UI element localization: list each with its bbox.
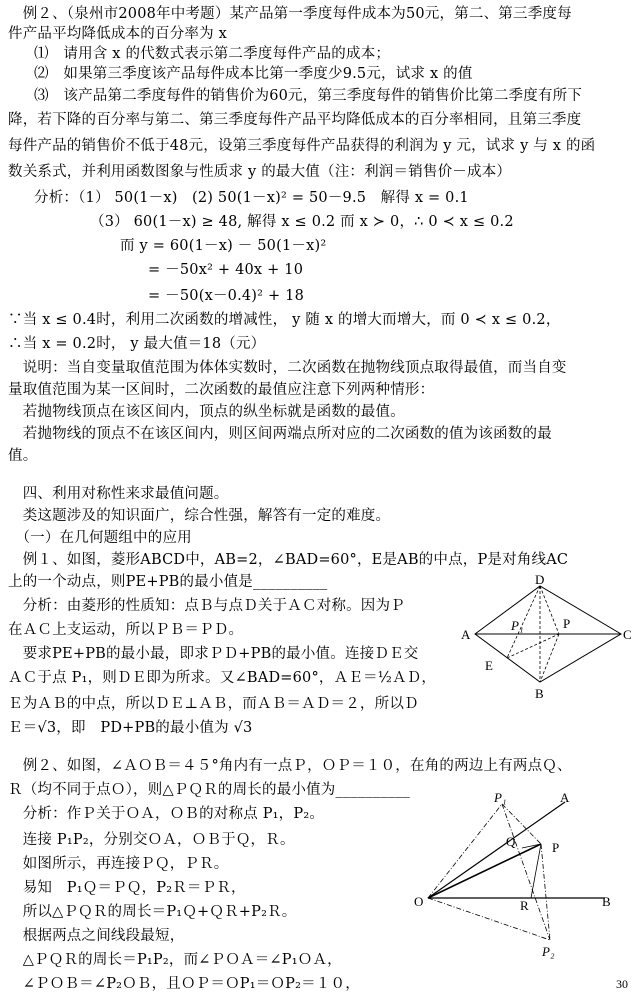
text-line: 类这题涉及的知识面广，综合性强，解答有一定的难度。 [8,508,391,524]
text-line: ∴当 x = 0.2时， y 最大值＝18（元） [8,336,266,352]
label-a2: A [560,790,570,805]
text-line: 分析：由菱形的性质知：点Ｂ与点Ｄ关于ＡＣ对称。因为Ｐ [8,598,405,614]
text-line: ∠ＰＯＢ＝∠P₂ＯＢ，且ＯＰ＝ＯP₁＝ＯP₂＝１０， [8,976,360,992]
label-p: P [563,616,571,631]
text-line: Ｒ（均不同于点Ｏ），则△ＰＱＲ的周长的最小值为__________ [8,782,410,798]
text-line: △ＰＱＲ的周长＝P₁P₂，而∠ＰＯＡ＝∠P₁ＯＡ， [8,952,342,968]
text-line: 量取值范围为某一区间时，二次函数的最值应注意下列两种情形： [8,382,435,398]
text-line: ＡＣ于点 P₁，则ＤＥ即为所求。又∠BAD=60°，ＡＥ＝½ＡＤ， [8,670,437,686]
text-line: 件产品平均降低成本的百分率为 x [8,26,227,42]
text-line: （一）在几何题组中的应用 [8,530,192,546]
label-d: D [535,572,545,587]
text-line: 数关系式，并利用函数图象与性质求 y 的最大值（注：利润＝销售价－成本） [8,164,512,180]
label-p2: P [552,840,560,855]
page-number: 30 [616,977,628,991]
text-line: 若抛物线的顶点不在该区间内，则区间两端点所对应的二次函数的值为该函数的最 [8,426,552,442]
label-p2b: P₂ [542,944,555,959]
text-line: ⑵ 如果第三季度该产品每件成本比第一季度少9.5元，试求 x 的值 [34,66,473,82]
label-q: Q [506,834,516,849]
rhombus-figure [455,572,635,702]
text-line: （3） 60(1－x) ≥ 48, 解得 x ≤ 0.2 而 x ≻ 0，∴ 0 ≺ x ≤ 0.2 [90,214,514,230]
angle-figure [410,790,630,960]
label-a: A [461,627,471,642]
text-line: Ｅ为ＡＢ的中点，所以ＤＥ⊥ＡＢ，而ＡＢ＝ＡＤ＝２，所以Ｄ [8,696,419,712]
text-line: 要求PE+PB的最小最，即求ＰＤ+PB的最小值。连接ＤＥ交 [8,646,419,662]
text-line: ⑶ 该产品第二季度每件的销售价为60元，第三季度每件的销售价比第二季度有所下 [34,88,583,104]
text-line: 若抛物线顶点在该区间内，顶点的纵坐标就是函数的最值。 [8,404,405,420]
text-line: 所以△ＰＱＲ的周长＝P₁Ｑ+ＱＲ+P₂Ｒ。 [8,904,297,920]
label-o: O [414,894,424,909]
label-p1: P₁ [511,618,524,633]
text-line: 上的一个动点，则PE+PB的最小值是__________ [8,574,328,590]
label-b2: B [602,894,611,909]
text-line: = －50x² + 40x + 10 [148,262,304,278]
text-line: ∵当 x ≤ 0.4时，利用二次函数的增减性， y 随 x 的增大而增大，而 0 ≺ x ≤ 0.2， [8,312,561,328]
text-line: 根据两点之间线段最短， [8,928,185,944]
label-b: B [535,686,544,701]
text-line: 而 y = 60(1－x) － 50(1－x)² [120,238,327,254]
label-r: R [520,898,529,913]
text-line: 在ＡＣ上支运动，所以ＰＢ＝ＰＤ。 [8,622,244,638]
text-line: 四、利用对称性来求最值问题。 [8,486,229,502]
text-line: 每件产品的销售价不低于48元，设第三季度每件产品获得的利润为 y 元，试求 y 与 x 的函 [8,138,596,154]
text-line: 易知 P₁Ｑ＝ＰＱ，P₂Ｒ＝ＰＲ， [8,880,246,896]
text-line: 例２、（泉州市2008年中考题）某产品第一季度每件成本为50元，第二、第三季度每 [8,6,572,22]
text-line: 连接 P₁P₂，分别交ＯＡ，ＯＢ于Ｑ，Ｒ。 [8,832,295,848]
text-line: 值。 [8,448,38,464]
text-line: Ｅ＝√3，即 PD+PB的最小值为 √3 [8,720,253,736]
text-line: 例２、如图，∠ＡＯＢ＝４５°角内有一点Ｐ，ＯＰ＝１０，在角的两边上有两点Ｑ、 [8,758,572,774]
label-c: C [623,627,632,642]
text-line: = －50(x－0.4)² + 18 [148,288,304,304]
text-line: 说明：当自变量取值范围为体体实数时，二次函数在抛物线顶点取得最值，而当自变 [8,360,567,376]
text-line: 例１、如图，菱形ABCD中，AB=2，∠BAD=60°，E是AB的中点，P是对角线AC [8,552,569,568]
text-line: 如图所示，再连接ＰＱ，ＰＲ。 [8,856,229,872]
text-line: 降，若下降的百分率与第二、第三季度每件产品平均降低成本的百分率相同，且第三季度 [8,112,582,128]
text-line: 分析：（1） 50(1－x) (2) 50(1－x)² = 50－9.5 解得 x = 0.1 [34,190,469,206]
text-line: 分析：作Ｐ关于ＯＡ，ＯＢ的对称点 P₁，P₂。 [8,806,325,822]
label-p1b: P₁ [494,790,507,805]
text-line: ⑴ 请用含 x 的代数式表示第二季度每件产品的成本； [34,46,391,62]
label-e: E [485,658,493,673]
